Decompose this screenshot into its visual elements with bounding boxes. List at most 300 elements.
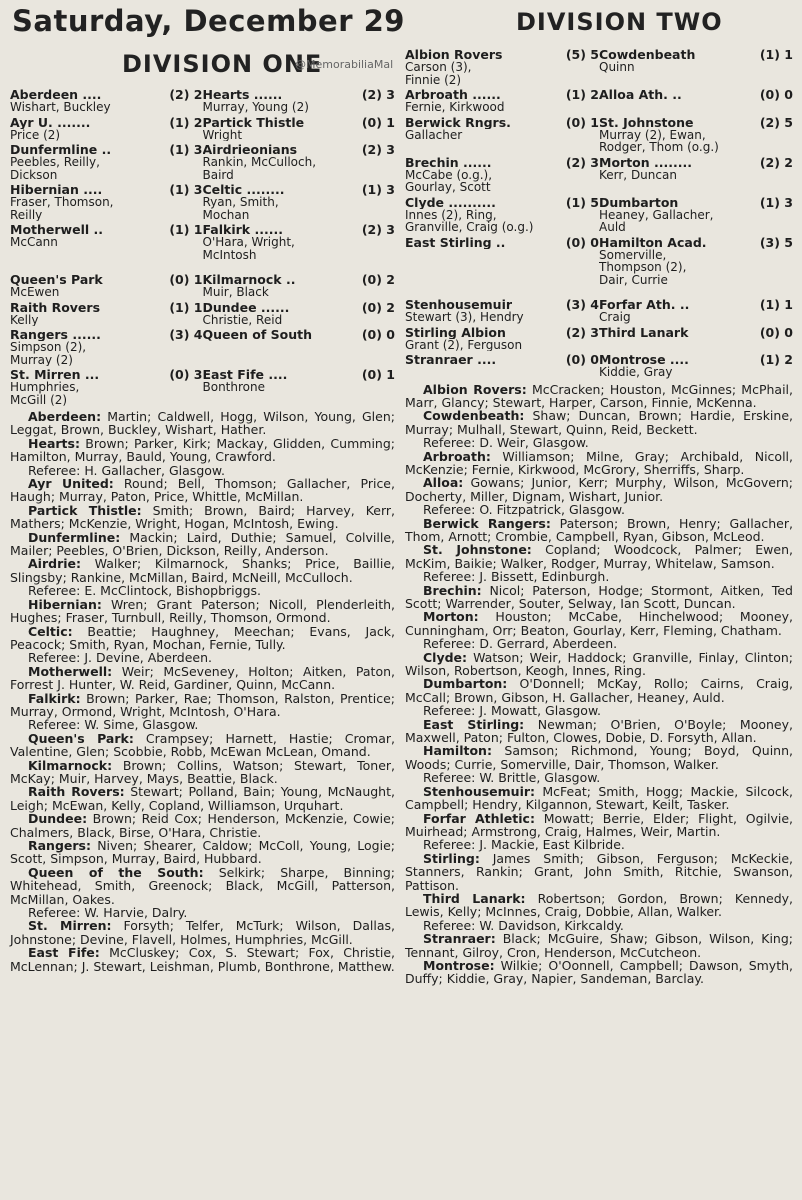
away-team-cell (203, 223, 396, 261)
match-row (10, 301, 395, 327)
team-lineup (405, 476, 793, 503)
team-name: Motherwell .. (10, 223, 103, 236)
goal-scorers: Wishart, Buckley (10, 100, 111, 114)
away-team-cell (203, 368, 396, 406)
match-result (405, 326, 793, 352)
team-name: Airdrieonians (202, 143, 298, 156)
goal-scorers: Simpson (2), Murray (2) (10, 340, 87, 366)
team-line (405, 196, 599, 209)
home-team-cell (10, 116, 203, 142)
team-name: Third Lanark (599, 325, 689, 339)
team-name: Morton ........ (599, 155, 692, 169)
half-time-score: (0) (565, 235, 586, 249)
score (165, 301, 202, 314)
team-name: Partick Thistle (202, 115, 305, 129)
half-time-score: (1) (759, 48, 780, 61)
full-time-score: 1 (193, 273, 203, 286)
score (562, 326, 599, 339)
team-lineup (10, 946, 395, 973)
team-name: Stirling Albion (405, 325, 506, 339)
match-result (405, 298, 793, 324)
home-team-cell (10, 328, 203, 366)
team-line (599, 156, 793, 169)
team-line (599, 326, 793, 339)
half-time-score: (2) (565, 155, 586, 169)
goal-scorers: Somerville, Thompson (2), Dair, Currie (599, 247, 687, 286)
score (756, 156, 793, 169)
lineup-team-name: Morton: (423, 609, 479, 625)
team-name: Kilmarnock .. (202, 273, 296, 286)
match-result (405, 88, 793, 114)
match-row (405, 88, 793, 114)
match-row (405, 326, 793, 352)
score (358, 88, 395, 101)
home-team-cell (405, 48, 599, 86)
goal-scorers: Price (2) (10, 127, 61, 141)
full-time-score: 3 (386, 223, 395, 236)
lineup-players: Forsyth; Telfer, McTurk; Wilson, Dallas, Johnstone; Devine, Flavell, Holmes, Humphries, McGill. (10, 918, 395, 947)
home-team-cell (10, 223, 203, 261)
team-name: St. Mirren ... (10, 368, 100, 381)
match-result (405, 353, 793, 379)
team-name: Stranraer .... (405, 353, 497, 366)
goal-scorers: Innes (2), Ring, Granville, Craig (o.g.) (405, 207, 534, 234)
score (756, 196, 793, 209)
match-result (10, 273, 395, 299)
half-time-score: (0) (759, 88, 780, 101)
match-row (10, 116, 395, 142)
full-time-score: 5 (590, 195, 599, 209)
lineup-team-name: Hibernian: (28, 596, 102, 612)
team-lineup (405, 383, 793, 410)
team-name: Ayr U. ....... (10, 115, 91, 129)
team-line (203, 116, 396, 129)
half-time-score: (2) (361, 143, 382, 156)
team-lineup (405, 610, 793, 637)
referee-line: Referee: W. Brittle, Glasgow. (423, 770, 601, 786)
lineup-team-name: Dundee: (28, 811, 88, 827)
home-team-cell (10, 273, 203, 299)
team-lineup (405, 584, 793, 611)
lineup-team-name: Cowdenbeath: (423, 408, 525, 424)
division-two-lineups (405, 383, 793, 986)
team-lineup (10, 759, 395, 786)
lineup-team-name: Albion Rovers: (423, 381, 527, 397)
date-heading: Saturday, December 29 (12, 4, 405, 38)
score (562, 298, 599, 311)
lineup-team-name: Queen of the South: (28, 864, 204, 880)
lineup-team-name: St. Johnstone: (423, 542, 532, 558)
lineup-players: Black; McGuire, Shaw; Gibson, Wilson, King; Tennant, Gilroy, Cron, Henderson, McCutcheon. (405, 931, 793, 960)
right-column (405, 48, 793, 986)
score (562, 88, 599, 101)
team-lineup (10, 665, 395, 692)
match-result (405, 156, 793, 194)
home-team-cell (405, 326, 599, 352)
match-result (10, 301, 395, 327)
full-time-score: 2 (784, 155, 793, 169)
goal-scorers: Kiddie, Gray (599, 365, 673, 379)
goal-scorers: O'Hara, Wright, McIntosh (202, 235, 295, 261)
full-time-score: 2 (193, 88, 203, 101)
lineup-players: Walker; Kilmarnock, Shanks; Price, Baillie, Slingsby; Rankine, McMillan, Baird, McNeill, McCulloch. (10, 556, 395, 585)
lineup-team-name: Aberdeen: (28, 409, 102, 424)
away-team-cell (599, 196, 793, 234)
team-lineup (405, 409, 793, 436)
full-time-score: 1 (784, 298, 793, 311)
lineup-players: Samson; Richmond, Young; Boyd, Quinn, Woods; Currie, Somerville, Dair, Thomson, Walker. (405, 743, 793, 772)
score (165, 116, 202, 129)
lineup-players: Williamson; Milne, Gray; Archibald, Nicoll, McKenzie; Fernie, Kirkwood, McGrory, Sherriffs, Sharp. (405, 448, 793, 477)
score (358, 273, 395, 286)
team-lineup (10, 839, 395, 866)
division-two-results (405, 48, 793, 379)
team-name: Queen's Park (10, 273, 103, 286)
division-one-lineups (10, 410, 395, 973)
away-team-cell (203, 183, 396, 221)
away-team-cell (599, 156, 793, 194)
goal-scorers: McCabe (o.g.), Gourlay, Scott (405, 167, 493, 194)
lineup-team-name: Arbroath: (423, 448, 491, 464)
lineup-players: McCracken; Houston, McGinnes; McPhail, Marr, Glancy; Stewart, Harper, Carson, Finnie, McKenna. (405, 381, 794, 410)
home-team-cell (10, 368, 203, 406)
team-name: Dumbarton (599, 195, 679, 209)
team-lineup (405, 517, 793, 544)
lineup-players: Mowatt; Berrie, Elder; Flight, Ogilvie, Muirhead; Armstrong, Craig, Halmes, Weir, Martin. (405, 810, 793, 839)
referee-line: Referee: J. Bissett, Edinburgh. (423, 569, 610, 585)
team-name: Forfar Ath. .. (599, 298, 690, 311)
away-team-cell (203, 273, 396, 299)
team-name: Hearts ...... (202, 88, 283, 101)
score (165, 223, 202, 236)
lineup-players: Brown; Parker, Kirk; Mackay, Glidden, Cumming; Hamilton, Murray, Bauld, Young, Crawford. (10, 435, 395, 465)
lineup-team-name: Dunfermline: (28, 529, 121, 545)
match-result (10, 88, 395, 114)
home-team-cell (405, 156, 599, 194)
home-team-cell (405, 196, 599, 234)
lineup-team-name: Berwick Rangers: (423, 515, 551, 531)
team-lineup (10, 557, 395, 584)
match-row (10, 88, 395, 114)
match-row (10, 223, 395, 261)
section-gap (405, 288, 793, 298)
team-name: Queen of South (202, 328, 312, 341)
team-lineup (10, 812, 395, 839)
goal-scorers: Bonthrone (202, 380, 265, 394)
team-lineup (405, 677, 793, 704)
lineup-players: Brown; Collins, Watson; Stewart, Toner, McKay; Muir, Harvey, Mays, Beattie, Black. (10, 757, 396, 786)
team-lineup (10, 531, 395, 558)
team-name: Clyde .......... (405, 195, 496, 209)
match-row (405, 236, 793, 287)
team-lineup (405, 651, 793, 678)
goal-scorers: Ryan, Smith, Mochan (202, 195, 279, 221)
away-team-cell (599, 298, 793, 324)
half-time-score: (0) (169, 273, 190, 286)
team-lineup (10, 625, 395, 652)
full-time-score: 5 (784, 235, 793, 249)
lineup-players: Gowans; Junior, Kerr; Murphy, Wilson, McGovern; Docherty, Miller, Dignam, Wishart, Junior. (405, 475, 793, 504)
team-line (405, 116, 599, 129)
team-line (405, 156, 599, 169)
team-name: St. Johnstone (599, 115, 694, 129)
lineup-team-name: Raith Rovers: (28, 784, 125, 800)
team-lineup (405, 932, 793, 959)
goal-scorers: Murray, Young (2) (202, 100, 309, 114)
team-name: Stenhousemuir (405, 298, 513, 311)
full-time-score: 4 (193, 328, 203, 341)
referee-line: Referee: D. Gerrard, Aberdeen. (423, 636, 618, 652)
referee-line: Referee: W. Sime, Glasgow. (28, 717, 199, 733)
score (562, 353, 599, 366)
half-time-score: (2) (361, 223, 382, 236)
half-time-score: (0) (565, 353, 586, 366)
referee-line: Referee: J. Mowatt, Glasgow. (423, 703, 601, 719)
full-time-score: 5 (590, 48, 599, 61)
match-row (10, 273, 395, 299)
half-time-score: (1) (361, 183, 382, 196)
match-row (405, 196, 793, 234)
home-team-cell (10, 88, 203, 114)
match-result (405, 116, 793, 154)
match-row (10, 328, 395, 366)
match-result (405, 196, 793, 234)
half-time-score: (2) (169, 88, 190, 101)
match-row (405, 156, 793, 194)
full-time-score: 3 (193, 183, 203, 196)
lineup-players: Shaw; Duncan, Brown; Hardie, Erskine, Murray; Mulhall, Stewart, Quinn, Reid, Beckett. (405, 408, 793, 437)
team-name: Dunfermline .. (10, 143, 112, 156)
lineup-team-name: Clyde: (423, 649, 468, 665)
away-team-cell (599, 236, 793, 287)
lineup-players: Beattie; Haughney, Meechan; Evans, Jack, Peacock; Smith, Ryan, Mochan, Fernie, Tully. (10, 623, 395, 652)
half-time-score: (1) (169, 223, 190, 236)
full-time-score: 3 (386, 183, 395, 196)
match-result (10, 143, 395, 181)
full-time-score: 3 (784, 195, 793, 209)
team-name: Montrose .... (599, 353, 689, 366)
lineup-team-name: Forfar Athletic: (423, 810, 535, 826)
half-time-score: (0) (565, 115, 586, 129)
team-line (203, 301, 396, 314)
half-time-score: (3) (759, 235, 780, 249)
full-time-score: 1 (193, 300, 203, 314)
full-time-score: 3 (386, 143, 395, 156)
team-lineup (405, 785, 793, 812)
goal-scorers: Murray (2), Ewan, Rodger, Thom (o.g.) (599, 127, 719, 154)
lineup-team-name: Airdrie: (28, 556, 81, 572)
score (562, 156, 599, 169)
score (358, 116, 395, 129)
team-name: Rangers ...... (10, 328, 101, 341)
away-team-cell (599, 48, 793, 86)
score (358, 328, 395, 341)
away-team-cell (599, 353, 793, 379)
away-team-cell (203, 88, 396, 114)
team-name: Alloa Ath. .. (599, 88, 682, 101)
lineup-team-name: Alloa: (423, 475, 464, 491)
goal-scorers: Kerr, Duncan (599, 167, 677, 182)
home-team-cell (405, 236, 599, 287)
goal-scorers: Kelly (10, 312, 39, 326)
lineup-players: Nicol; Paterson, Hodge; Stormont, Aitken, Ted Scott; Warrender, Souter, Selway, Ian Scott, Duncan. (405, 582, 793, 611)
lineup-team-name: St. Mirren: (28, 918, 112, 934)
team-line (405, 353, 599, 366)
team-lineup (405, 852, 793, 892)
score (165, 143, 202, 156)
half-time-score: (1) (169, 115, 190, 129)
team-line (599, 88, 793, 101)
team-lineup (10, 919, 395, 946)
lineup-team-name: Hearts: (28, 435, 80, 451)
away-team-cell (599, 116, 793, 154)
team-line (405, 236, 599, 249)
full-time-score: 0 (590, 353, 599, 366)
match-result (10, 223, 395, 261)
score (165, 368, 202, 381)
left-column (10, 88, 395, 973)
match-row (405, 298, 793, 324)
referee-line: Referee: H. Gallacher, Glasgow. (28, 462, 225, 478)
goal-scorers: Christie, Reid (202, 312, 283, 326)
team-name: Hamilton Acad. (599, 235, 707, 249)
away-team-cell (203, 116, 396, 142)
score (165, 328, 202, 341)
referee-line: Referee: W. Harvie, Dalry. (28, 905, 188, 921)
half-time-score: (1) (759, 353, 780, 366)
lineup-players: Copland; Woodcock, Palmer; Ewen, McKim, Baikie; Walker, Rodger, Murray, Whitelaw, Samson. (405, 542, 793, 571)
lineup-players: Mackin; Laird, Duthie; Samuel, Colville, Mailer; Peebles, O'Brien, Dickson, Reilly, Anderson. (10, 529, 395, 559)
goal-scorers: Humphries, McGill (2) (10, 380, 80, 406)
full-time-score: 2 (590, 88, 599, 101)
team-lineup (10, 437, 395, 464)
half-time-score: (2) (759, 155, 780, 169)
half-time-score: (1) (759, 195, 780, 209)
referee-line: Referee: J. Devine, Aberdeen. (28, 650, 213, 666)
match-row (10, 143, 395, 181)
away-team-cell (203, 143, 396, 181)
goal-scorers: Stewart (3), Hendry (405, 310, 524, 324)
half-time-score: (1) (565, 195, 586, 209)
team-lineup (10, 410, 395, 437)
lineup-team-name: Stranraer: (423, 931, 496, 947)
lineup-team-name: Kilmarnock: (28, 757, 113, 773)
team-line (599, 116, 793, 129)
lineup-team-name: Partick Thistle: (28, 502, 142, 518)
lineup-players: Smith; Brown, Baird; Harvey, Kerr, Mathers; McKenzie, Wright, Hogan, McIntosh, Ewing. (10, 502, 395, 532)
half-time-score: (1) (169, 143, 190, 156)
team-line (10, 116, 203, 129)
referee-line: Referee: J. Mackie, East Kilbride. (423, 837, 625, 853)
match-result (10, 368, 395, 406)
half-time-score: (2) (361, 88, 382, 101)
half-time-score: (0) (361, 273, 382, 286)
lineup-players: Watson; Weir, Haddock; Granville, Finlay, Clinton; Wilson, Robertson, Keogh, Innes, Ring. (405, 649, 793, 679)
away-team-cell (203, 301, 396, 327)
team-name: Arbroath ...... (405, 88, 501, 101)
full-time-score: 1 (784, 48, 793, 61)
score (358, 143, 395, 156)
goal-scorers: Heaney, Gallacher, Auld (599, 207, 714, 234)
half-time-score: (0) (169, 368, 190, 381)
half-time-score: (2) (565, 325, 586, 339)
half-time-score: (0) (361, 328, 382, 341)
team-lineup (10, 477, 395, 504)
match-row (405, 116, 793, 154)
lineup-players: Houston; McCabe, Hinchelwood; Mooney, Cunningham, Orr; Beaton, Gourlay, Kerr, Fleming, Chatham. (405, 609, 793, 638)
score (756, 116, 793, 129)
team-lineup (405, 450, 793, 477)
score (165, 88, 202, 101)
full-time-score: 5 (784, 115, 793, 129)
lineup-players: Brown; Reid Cox; Henderson, McKenzie, Cowie; Chalmers, Black, Birse, O'Hara, Christie. (10, 811, 396, 840)
match-result (405, 48, 793, 86)
away-team-cell (599, 326, 793, 352)
goal-scorers: Muir, Black (202, 285, 269, 299)
score (756, 326, 793, 339)
match-result (10, 116, 395, 142)
score (756, 48, 793, 61)
lineup-team-name: Falkirk: (28, 690, 81, 706)
lineup-team-name: Celtic: (28, 623, 73, 639)
full-time-score: 1 (386, 115, 395, 129)
score (358, 223, 395, 236)
lineup-team-name: Dumbarton: (423, 676, 508, 692)
half-time-score: (1) (169, 183, 190, 196)
home-team-cell (10, 183, 203, 221)
lineup-team-name: Montrose: (423, 957, 495, 973)
team-lineup (405, 744, 793, 771)
goal-scorers: Grant (2), Ferguson (405, 337, 523, 351)
score (358, 183, 395, 196)
match-result (10, 328, 395, 366)
team-lineup (10, 504, 395, 531)
lineup-players: McCluskey; Cox, S. Stewart; Fox, Christie, McLennan; J. Stewart, Leishman, Plumb, Bonthrone, Matthew. (10, 945, 396, 974)
goal-scorers: Fernie, Kirkwood (405, 100, 505, 114)
team-name: Berwick Rngrs. (405, 115, 511, 129)
half-time-score: (1) (759, 298, 780, 311)
home-team-cell (405, 353, 599, 379)
team-lineup (405, 959, 793, 986)
match-row (10, 368, 395, 406)
score (756, 88, 793, 101)
team-line (10, 301, 203, 314)
lineup-team-name: Third Lanark: (423, 890, 526, 906)
team-line (599, 196, 793, 209)
goal-scorers: Gallacher (405, 127, 463, 142)
full-time-score: 3 (193, 143, 203, 156)
half-time-score: (3) (565, 298, 586, 311)
half-time-score: (0) (361, 368, 382, 381)
score (562, 236, 599, 249)
goal-scorers: Fraser, Thomson, Reilly (10, 195, 114, 221)
team-line (599, 236, 793, 249)
team-name: Dundee ...... (202, 300, 290, 314)
team-lineup (405, 892, 793, 919)
full-time-score: 2 (386, 273, 395, 286)
lineup-players: Wren; Grant Paterson; Nicoll, Plenderleith, Hughes; Fraser, Turnbull, Reilly, Thomson, Ormond. (10, 596, 395, 626)
home-team-cell (10, 301, 203, 327)
team-lineup (10, 598, 395, 625)
full-time-score: 4 (590, 298, 599, 311)
home-team-cell (405, 116, 599, 154)
lineup-team-name: Stenhousemuir: (423, 783, 536, 799)
lineup-players: Robertson; Gordon, Brown; Kennedy, Lewis, Kelly; McInnes, Craig, Dobbie, Allan, Walker. (405, 890, 794, 920)
match-row (405, 353, 793, 379)
lineup-players: Round; Bell, Thomson; Gallacher, Price, Haugh; Murray, Paton, Price, Whittle, McMillan. (10, 476, 395, 505)
lineup-players: Weir; McSeveney, Holton; Aitken, Paton, Forrest J. Hunter, W. Reid, Gardiner, Quinn, McCann. (10, 663, 395, 693)
half-time-score: (0) (361, 300, 382, 314)
